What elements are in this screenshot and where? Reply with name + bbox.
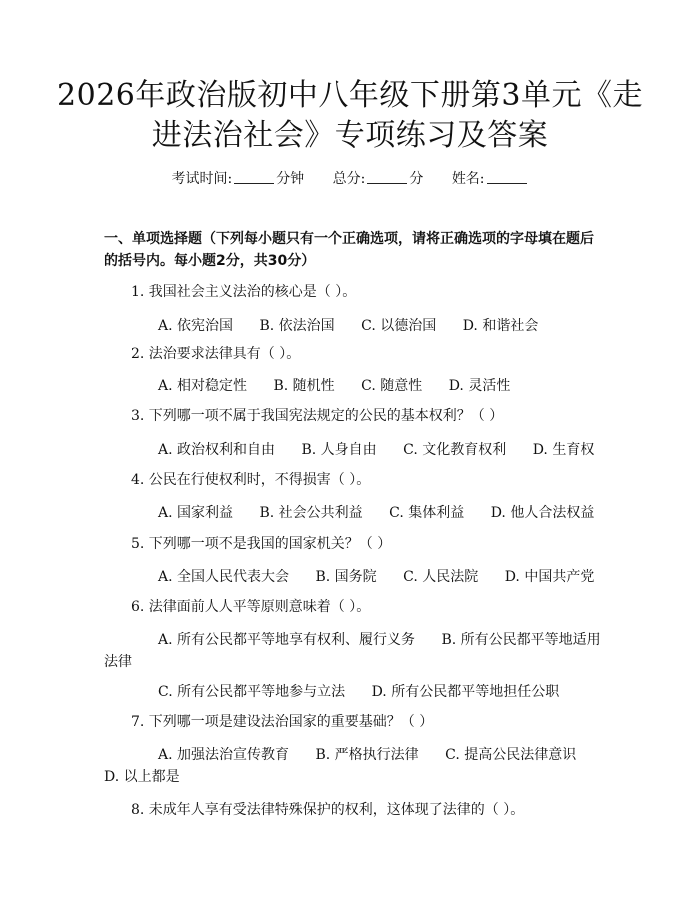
score-label: 总分: [332, 171, 366, 187]
option-b: B. 社会公共利益 [259, 505, 363, 521]
score-unit: 分 [409, 171, 424, 187]
question-5-stem: 5. 下列哪一项不是我国的国家机关？（ ） [131, 536, 392, 552]
exam-meta [0, 168, 700, 188]
exam-time [171, 168, 304, 188]
time-blank [234, 173, 274, 184]
option-a: A. 国家利益 [158, 505, 234, 521]
section-heading: 一、单项选择题（下列每小题只有一个正确选项，请将正确选项的字母填在题后的括号内。每小题2分，共30分） [104, 231, 594, 269]
score-blank [367, 173, 407, 184]
option-a: A. 所有公民都平等地享有权利、履行义务 [158, 632, 416, 648]
option-b: B. 严格执行法律 [315, 747, 419, 763]
question-6-stem: 6. 法律面前人人平等原则意味着（ ）。 [131, 599, 371, 615]
option-c: C. 随意性 [361, 378, 423, 394]
question-7-options [158, 745, 576, 765]
question-7-option-d: D. 以上都是 [104, 769, 180, 785]
option-a: A. 相对稳定性 [158, 378, 248, 394]
option-b: B. 依法治国 [259, 318, 335, 334]
option-c: C. 人民法院 [403, 569, 479, 585]
option-d: D. 所有公民都平等地担任公职 [371, 684, 560, 700]
option-a: A. 政治权利和自由 [158, 442, 276, 458]
document-title-line-2: 进法治社会》专项练习及答案 [151, 118, 549, 153]
question-2-options [158, 376, 510, 396]
exam-score [333, 168, 424, 188]
option-c: C. 集体利益 [389, 505, 465, 521]
name-blank [487, 173, 527, 184]
question-8-stem: 8. 未成年人享有受法律特殊保护的权利，这体现了法律的（ ）。 [131, 802, 525, 818]
option-c: C. 文化教育权利 [403, 442, 507, 458]
question-5-options [158, 567, 594, 587]
option-a: A. 依宪治国 [158, 318, 234, 334]
option-a: A. 全国人民代表大会 [158, 569, 290, 585]
question-3-options [158, 440, 594, 460]
question-6-option-b-wrap: 法律 [104, 654, 132, 670]
question-4-stem: 4. 公民在行使权利时，不得损害（ ）。 [131, 472, 371, 488]
option-d: D. 生育权 [532, 442, 595, 458]
option-b: B. 国务院 [315, 569, 377, 585]
option-d: D. 和谐社会 [462, 318, 539, 334]
option-d: D. 他人合法权益 [490, 505, 595, 521]
exam-name [452, 168, 529, 188]
document-title-line-1: 2026年政治版初中八年级下册第3单元《走 [57, 78, 643, 113]
option-d: D. 灵活性 [448, 378, 511, 394]
question-6-options-row-1 [158, 630, 601, 650]
option-b: B. 所有公民都平等地适用 [441, 632, 601, 648]
question-6-options-row-2 [158, 682, 559, 702]
option-c: C. 以德治国 [361, 318, 437, 334]
option-c: C. 提高公民法律意识 [445, 747, 577, 763]
option-a: A. 加强法治宣传教育 [158, 747, 290, 763]
time-unit: 分钟 [276, 171, 305, 187]
question-1-stem: 1. 我国社会主义法治的核心是（ ）。 [131, 284, 357, 300]
time-label: 考试时间: [171, 171, 233, 187]
question-2-stem: 2. 法治要求法律具有（ ）。 [131, 346, 301, 362]
question-3-stem: 3. 下列哪一项不属于我国宪法规定的公民的基本权利？（ ） [131, 408, 504, 424]
option-b: B. 随机性 [273, 378, 335, 394]
question-7-stem: 7. 下列哪一项是建设法治国家的重要基础？（ ） [131, 714, 434, 730]
question-4-options [158, 503, 594, 523]
option-d: D. 中国共产党 [504, 569, 595, 585]
option-c: C. 所有公民都平等地参与立法 [158, 684, 346, 700]
question-1-options [158, 316, 538, 336]
name-label: 姓名: [451, 171, 485, 187]
option-b: B. 人身自由 [301, 442, 377, 458]
